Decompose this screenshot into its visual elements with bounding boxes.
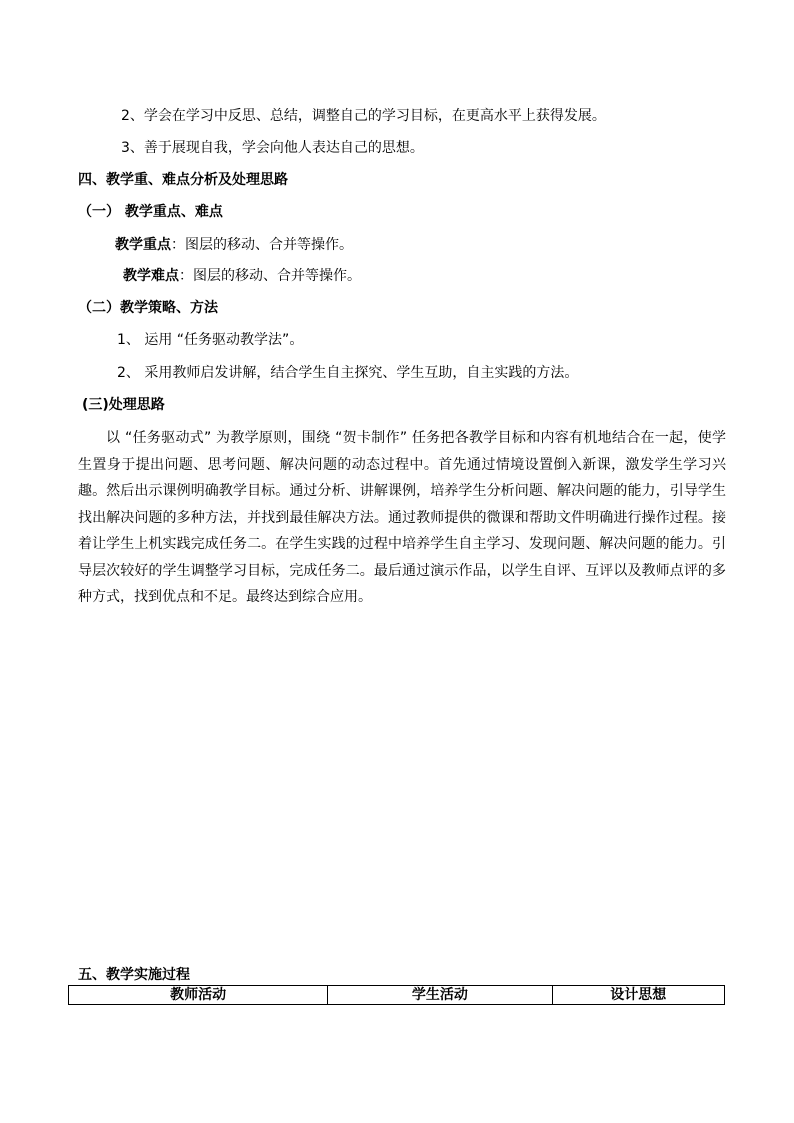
header-teacher-activity: 教师活动 bbox=[69, 986, 328, 1005]
key-point-text: ：图层的移动、合并等操作。 bbox=[171, 237, 353, 253]
section-5-heading: 五、教学实施过程 bbox=[78, 967, 190, 983]
header-student-activity: 学生活动 bbox=[328, 986, 552, 1005]
header-design-idea: 设计思想 bbox=[552, 986, 725, 1005]
difficulty-line bbox=[123, 266, 361, 286]
goal-item-3: 3、善于展现自我，学会向他人表达自己的思想。 bbox=[121, 140, 424, 156]
difficulty-text: ：图层的移动、合并等操作。 bbox=[179, 268, 361, 284]
process-table bbox=[68, 985, 725, 1005]
strategy-item-2: 2、 采用教师启发讲解，结合学生自主探究、学生互助，自主实践的方法。 bbox=[117, 365, 579, 381]
approach-paragraph: 以 “任务驱动式” 为教学原则，围绕 “贺卡制作” 任务把各教学目标和内容有机地结合在一起，使学生置身于提出问题、思考问题、解决问题的动态过程中。首先通过情境设置倒入新课，激发学生学习兴趣。然后出示课例明确教学目标。通过分析、讲解课例，培养学生分析问题、解决问题的能力，引导学生找出解决问题的多种方法，并找到最佳解决方法。通过教师提供的微课和帮助文件明确进行操作过程。接着让学生上机实践完成任务二。在学生实践的过程中培养学生自主学习、发现问题、解决问题的能力。引导层次较好的学生调整学习目标，完成任务二。最后通过演示作品，以学生自评、互评以及教师点评的多种方式，找到优点和不足。最终达到综合应用。 bbox=[78, 430, 726, 605]
goal-item-2: 2、学会在学习中反思、总结，调整自己的学习目标，在更高水平上获得发展。 bbox=[121, 108, 606, 124]
table-header-row bbox=[69, 986, 725, 1005]
subsection-3-heading: (三)处理思路 bbox=[82, 397, 165, 413]
section-4-heading: 四、教学重、难点分析及处理思路 bbox=[78, 172, 288, 188]
key-point-line bbox=[115, 235, 353, 255]
difficulty-label: 教学难点 bbox=[123, 268, 179, 284]
strategy-item-1: 1、 运用 “任务驱动教学法”。 bbox=[117, 332, 304, 348]
subsection-2-heading: （二）教学策略、方法 bbox=[78, 300, 218, 316]
key-point-label: 教学重点 bbox=[115, 237, 171, 253]
subsection-1-heading: （一） 教学重点、难点 bbox=[78, 204, 223, 220]
